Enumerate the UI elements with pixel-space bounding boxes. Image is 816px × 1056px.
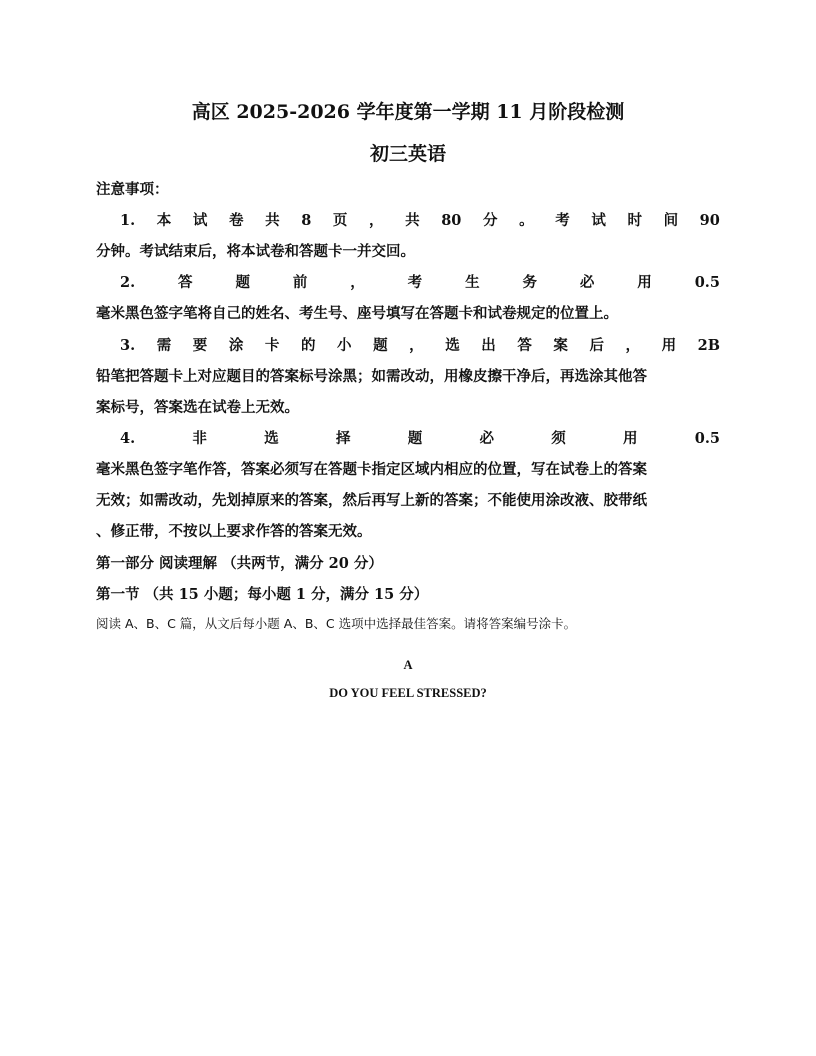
passage-title: DO YOU FEEL STRESSED? [329, 686, 487, 700]
passage-label: A [403, 658, 413, 672]
token: 0.5 [694, 274, 720, 291]
token: 4. [120, 430, 136, 447]
token: 答 [178, 274, 193, 291]
token: 要 [192, 337, 208, 354]
token: 间 [663, 212, 679, 229]
notice-item-1-line [120, 211, 720, 231]
reading-instruction: 阅读 A、B、C 篇，从文后每小题 A、B、C 选项中选择最佳答案。请将答案编号涂卡。 [96, 616, 577, 631]
token: 本 [156, 212, 172, 229]
token: 时 [627, 212, 642, 229]
token: 用 [661, 337, 677, 354]
token: 2B [697, 337, 720, 354]
notice-item-2-line [120, 273, 720, 293]
token: 用 [637, 274, 652, 291]
token: 必 [579, 274, 595, 291]
token: 卡 [264, 337, 280, 354]
token: 90 [699, 212, 720, 229]
token: 答 [517, 337, 532, 354]
token: 前 [292, 274, 308, 291]
token: 3. [120, 337, 136, 354]
token: 0.5 [694, 430, 720, 447]
notice-item-3-cont-1: 铅笔把答题卡上对应题目的答案标号涂黑；如需改动，用橡皮擦干净后，再选涂其他答 [96, 368, 647, 385]
token: 8 [301, 212, 312, 229]
notice-item-4-cont-3: 、修正带，不按以上要求作答的答案无效。 [96, 523, 372, 540]
notice-heading: 注意事项： [96, 181, 169, 198]
token: 必 [479, 430, 494, 447]
token: 出 [481, 337, 496, 354]
token: 分 [483, 212, 498, 229]
token: 试 [192, 212, 208, 229]
notice-item-1-cont: 分钟。考试结束后，将本试卷和答题卡一并交回。 [96, 243, 415, 260]
token: 务 [522, 274, 537, 291]
token: 须 [551, 430, 566, 447]
token: ， [350, 274, 365, 291]
token: 需 [156, 337, 172, 354]
token: 1. [120, 212, 136, 229]
notice-item-3-line [120, 336, 720, 356]
token: 涂 [228, 337, 244, 354]
token: 题 [235, 274, 250, 291]
token: 非 [192, 430, 207, 447]
token: 小 [337, 337, 352, 354]
token: 用 [623, 430, 638, 447]
token: 考 [555, 212, 570, 229]
token: 选 [445, 337, 460, 354]
token: 试 [591, 212, 606, 229]
token: ， [409, 337, 424, 354]
token: 的 [300, 337, 316, 354]
notice-item-4-cont-1: 毫米黑色签字笔作答，答案必须写在答题卡指定区域内相应的位置，写在试卷上的答案 [96, 461, 647, 478]
token: 后 [589, 337, 604, 354]
section-heading: 第一节 （共 15 小题；每小题 1 分，满分 15 分） [96, 586, 429, 603]
exam-title: 高区 2025-2026 学年度第一学期 11 月阶段检测 [191, 101, 625, 123]
notice-item-4-cont-2: 无效；如需改动，先划掉原来的答案，然后再写上新的答案；不能使用涂改液、胶带纸 [96, 492, 647, 509]
notice-item-3-cont-2: 案标号，答案选在试卷上无效。 [96, 399, 299, 416]
exam-subject: 初三英语 [369, 143, 446, 165]
token: 页 [332, 212, 348, 229]
token: 2. [120, 274, 136, 291]
token: 考 [407, 274, 423, 291]
token: 。 [519, 212, 534, 229]
token: ， [369, 212, 384, 229]
token: 案 [553, 337, 568, 354]
token: 共 [405, 212, 420, 229]
notice-item-4-line [120, 429, 720, 449]
token: 卷 [228, 212, 244, 229]
token: 择 [335, 430, 351, 447]
part-heading: 第一部分 阅读理解 （共两节，满分 20 分） [96, 555, 383, 572]
token: 题 [373, 337, 388, 354]
token: ， [625, 337, 641, 354]
token: 选 [264, 430, 279, 447]
token: 共 [265, 212, 280, 229]
token: 题 [407, 430, 423, 447]
notice-item-2-cont: 毫米黑色签字笔将自己的姓名、考生号、座号填写在答题卡和试卷规定的位置上。 [96, 305, 618, 322]
token: 80 [441, 212, 462, 229]
token: 生 [465, 274, 480, 291]
